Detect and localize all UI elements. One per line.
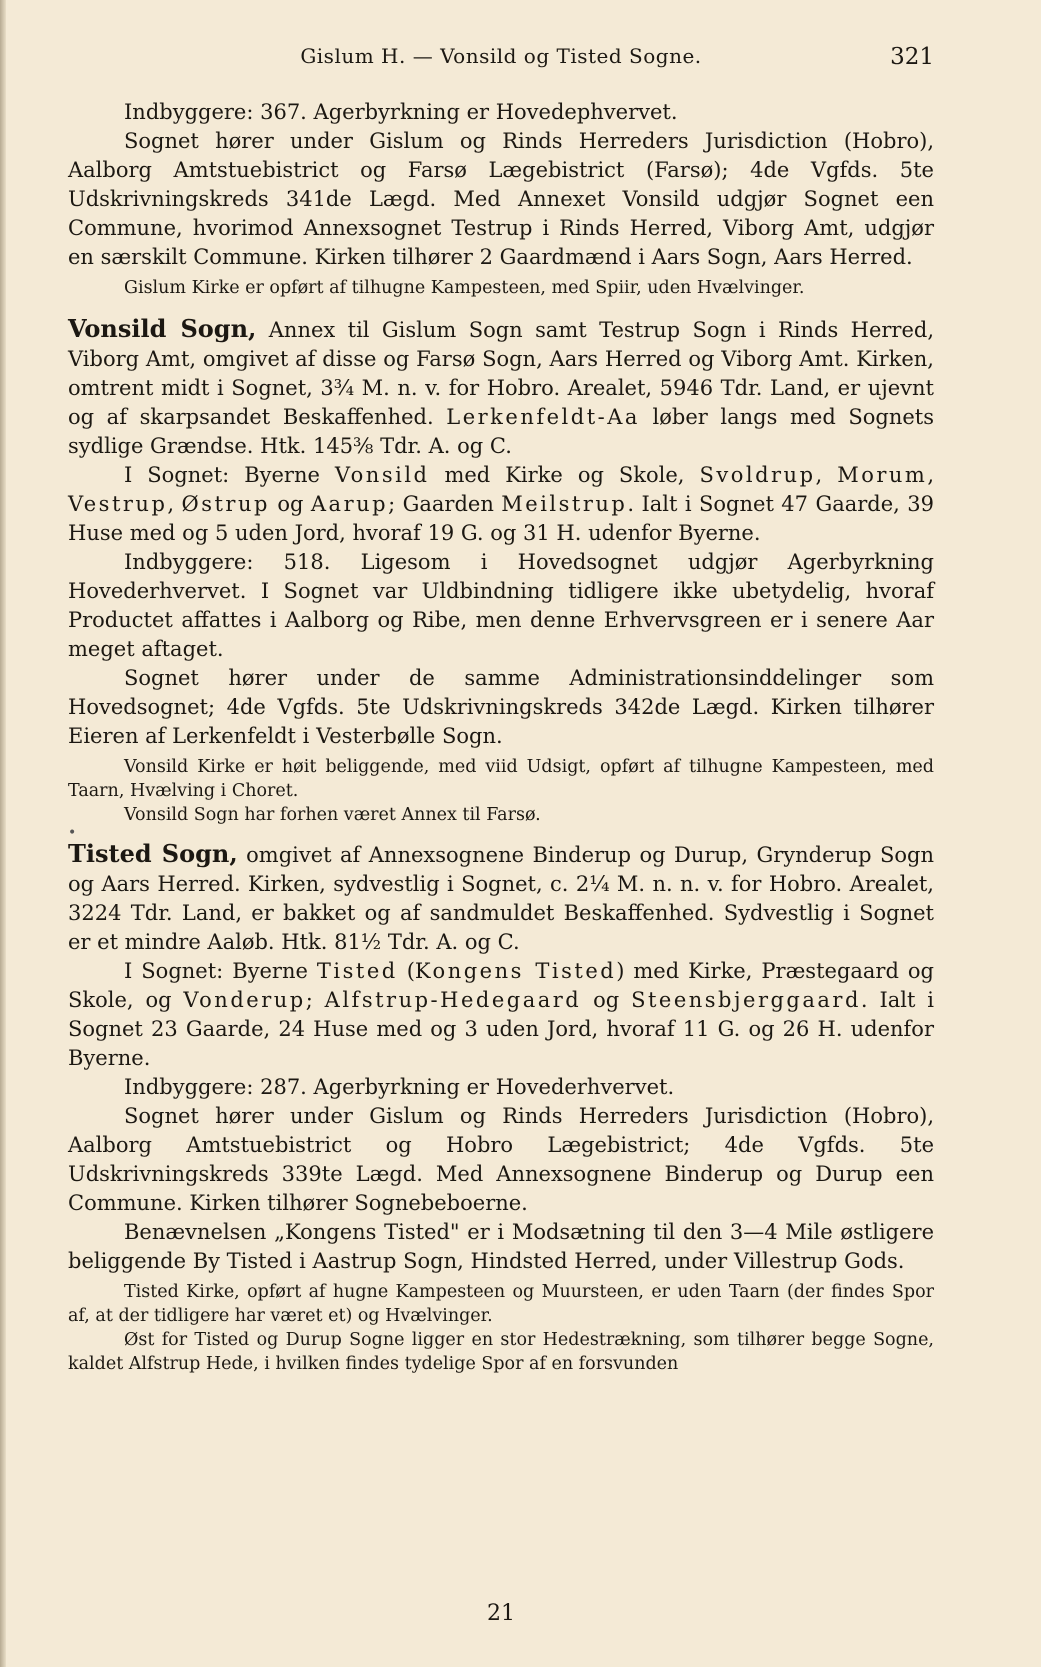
paragraph-name-tisted: Benævnelsen „Kongens Tisted" er i Modsætning til den 3—4 Mile østligere beliggende By Tisted i Aastrup Sogn, Hindsted Herred, under Villestrup Gods. — [68, 1220, 934, 1273]
page-body — [68, 98, 934, 1376]
villages-text: ; Gaarden — [388, 492, 502, 516]
place-tisted: Tisted — [316, 959, 398, 983]
paragraph-population-vonsild: Indbyggere: 518. Ligesom i Hovedsognet udgjør Agerbyrkning Hovederhvervet. I Sognet var Uldbindning tidligere ikke ubetydelig, hvoraf Productet affattes i Aalborg og Ribe, men denne Erhvervsgreen er i senere Aar meget aftaget. — [68, 550, 934, 661]
villages-text: , — [927, 463, 935, 487]
paragraph-population-tisted: Indbyggere: 287. Agerbyrkning er Hovederhvervet. — [124, 1075, 675, 1099]
page-number: 321 — [890, 44, 934, 70]
spacer — [68, 300, 934, 314]
note-alfstrup-hede: Øst for Tisted og Durup Sogne ligger en stor Hedestrækning, som tilhører begge Sogne, kaldet Alfstrup Hede, i hvilken findes tydelige Spor af en forsvunden — [68, 1330, 934, 1374]
vonsild-text-2: løber langs med Sognets sydlige Grændse. Htk. 145⅜ Tdr. A. og C. — [68, 405, 934, 458]
villages-text: . Ialt i Sognet 23 Gaarde, 24 Huse med og 3 uden Jord, hvoraf 11 G. og 26 H. udenfor Byerne. — [68, 988, 935, 1070]
villages-intro: I Sognet: Byerne — [124, 463, 335, 487]
place-vonderup: Vonderup — [183, 988, 306, 1012]
note-vonsild-annex: Vonsild Sogn har forhen været Annex til Farsø. — [124, 805, 541, 825]
paragraph-villages-vonsild — [68, 461, 934, 548]
place-kongens-tisted: Kongens Tisted — [414, 959, 617, 983]
stray-mark: • — [68, 825, 77, 841]
place-ostrup: Østrup — [181, 492, 270, 516]
paragraph-jurisdiction-tisted: Sognet hører under Gislum og Rinds Herreders Jurisdiction (Hobro), Aalborg Amtstuebistrict og Hobro Lægebistrict; 4de Vgfds. 5te Udskrivningskreds 339te Lægd. Med Annexsognene Binderup og Durup een Commune. Kirken tilhører Sognebeboerne. — [68, 1104, 934, 1215]
paragraph-tisted-sogn — [68, 839, 934, 957]
place-vonsild: Vonsild — [334, 463, 430, 487]
villages-text: og — [269, 492, 311, 516]
paragraph-vonsild-sogn — [68, 314, 934, 461]
section-heading-vonsild: Vonsild Sogn, — [68, 314, 257, 343]
place-morum: Morum — [837, 463, 928, 487]
page-binding-edge — [0, 0, 6, 1667]
villages-text: ) med Kirke, Præstegaard og Skole, og — [68, 959, 934, 1012]
paragraph-jurisdiction-gislum: Sognet hører under Gislum og Rinds Herreders Jurisdiction (Hobro), Aalborg Amtstuebistrict og Farsø Lægebistrict (Farsø); 4de Vgfds. 5te Udskrivningskreds 341de Lægd. Med Annexet Vonsild udgjør Sognet een Commune, hvorimod Annexsognet Testrup i Rinds Herred, Viborg Amt, udgjør en særskilt Commune. Kirken tilhører 2 Gaardmænd i Aars Sogn, Aars Herred. — [68, 129, 934, 269]
paragraph-villages-tisted — [68, 957, 934, 1073]
villages-text: , — [167, 492, 182, 516]
villages-text: ; — [305, 988, 325, 1012]
paragraph-population-gislum: Indbyggere: 367. Agerbyrkning er Hovedерhvervet. — [124, 100, 678, 124]
page-header — [68, 44, 934, 84]
running-head: Gislum H. — Vonsild og Tisted Sogne. — [300, 44, 702, 68]
place-svoldrup: Svoldrup — [699, 463, 816, 487]
section-heading-tisted: Tisted Sogn, — [68, 839, 238, 868]
vonsild-text: Annex til Gislum Sogn samt Testrup Sogn i Rinds Herred, Viborg Amt, omgivet af disse og Farsø Sogn, Aars Herred og Viborg Amt. Kirken, omtrent midt i Sognet, 3¾ M. n. v. for Hobro. Arealet, 5946 Tdr. Land, er ujevnt og af skarpsandet Beskaffenhed. — [68, 318, 934, 429]
villages-intro: I Sognet: Byerne — [124, 959, 317, 983]
paragraph-jurisdiction-vonsild: Sognet hører under de samme Administrationsinddelinger som Hovedsognet; 4de Vgfds. 5te Udskrivningskreds 342de Lægd. Kirken tilhører Eieren af Lerkenfeldt i Vesterbølle Sogn. — [68, 666, 934, 748]
place-steensbjerggaard: Steensbjerggaard — [631, 988, 861, 1012]
villages-text: og — [581, 988, 632, 1012]
place-alfstrup-hedegaard: Alfstrup-Hedegaard — [324, 988, 582, 1012]
note-tisted-church: Tisted Kirke, opført af hugne Kampesteen og Muursteen, er uden Taarn (der findes Spor af, at der tidligere har været et) og Hvælvinger. — [68, 1282, 934, 1326]
place-aarup: Aarup — [310, 492, 389, 516]
villages-text: , — [815, 463, 838, 487]
place-vestrup: Vestrup — [68, 492, 168, 516]
place-lerkenfeldt-aa: Lerkenfeldt-Aa — [446, 405, 640, 429]
place-meilstrup: Meilstrup — [501, 492, 628, 516]
villages-text: med Kirke og Skole, — [429, 463, 700, 487]
book-page — [68, 44, 934, 1644]
note-vonsild-church: Vonsild Kirke er høit beliggende, med viid Udsigt, opført af tilhugne Kampesteen, med Taarn, Hvælving i Choret. — [68, 757, 934, 801]
tisted-text: omgivet af Annexsognene Binderup og Durup, Grynderup Sogn og Aars Herred. Kirken, sydvestlig i Sognet, c. 2¼ M. n. n. v. for Hobro. Arealet, 3224 Tdr. Land, er bakket og af sandmuldet Beskaffenhed. Sydvestlig i Sognet er et mindre Aaløb. Htk. 81½ Tdr. A. og C. — [68, 843, 935, 954]
villages-text: . Ialt i Sognet 47 Gaarde, 39 Huse med og 5 uden Jord, hvoraf 19 G. og 31 H. udenfor Byerne. — [68, 492, 934, 545]
note-gislum-church: Gislum Kirke er opført af tilhugne Kampesteen, med Spiir, uden Hvælvinger. — [124, 278, 805, 298]
villages-text: ( — [397, 959, 415, 983]
printer-signature: 21 — [487, 1601, 515, 1626]
